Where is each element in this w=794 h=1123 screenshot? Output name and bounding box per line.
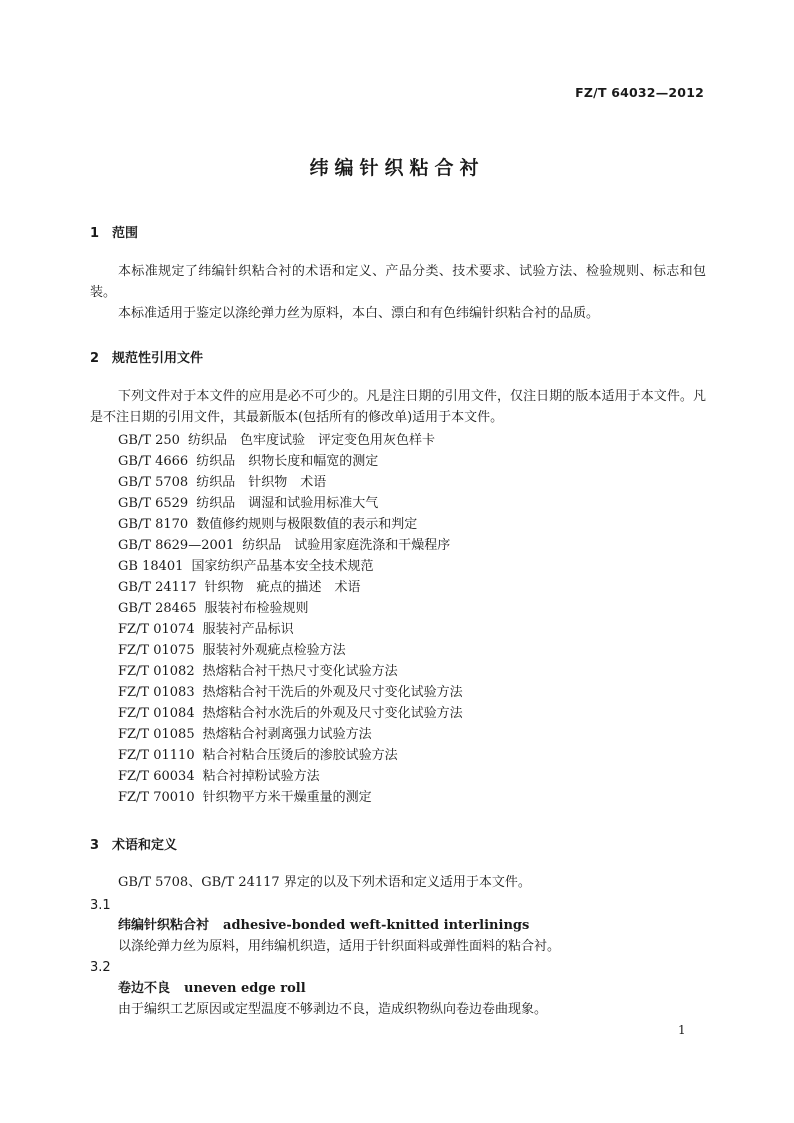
term-name [118, 915, 529, 936]
reference-code: GB/T 8170 [118, 517, 189, 532]
section-2-heading [90, 347, 203, 366]
term-name-en: adhesive-bonded weft-knitted interlinings [223, 918, 530, 933]
reference-code: FZ/T 01085 [118, 727, 195, 742]
reference-code: GB/T 24117 [118, 580, 197, 595]
reference-item [118, 661, 398, 682]
reference-title: 粘合衬粘合压烫后的渗胶试验方法 [202, 748, 398, 763]
reference-code: GB/T 5708 [118, 475, 189, 490]
document-title: 纬编针织粘合衬 [309, 157, 485, 179]
reference-code: GB/T 250 [118, 433, 180, 448]
reference-item [118, 451, 378, 472]
reference-title: 粘合衬掉粉试验方法 [202, 769, 320, 784]
term-name-zh: 卷边不良 [118, 981, 171, 996]
reference-item [118, 724, 372, 745]
reference-title: 纺织品 调湿和试验用标准大气 [196, 496, 379, 511]
reference-item [118, 430, 435, 451]
reference-item [118, 619, 294, 640]
section-3-heading [90, 834, 177, 853]
term-name-zh: 纬编针织粘合衬 [118, 918, 210, 933]
reference-code: FZ/T 01075 [118, 643, 195, 658]
reference-title: 国家纺织产品基本安全技术规范 [191, 559, 374, 574]
reference-item [118, 493, 378, 514]
term-definition: 由于编织工艺原因或定型温度不够剥边不良，造成织物纵向卷边卷曲现象。 [118, 1002, 548, 1017]
section-1-paragraph-2: 本标准适用于鉴定以涤纶弹力丝为原料，本白、漂白和有色纬编针织粘合衬的品质。 [118, 306, 600, 321]
term-definition: 以涤纶弹力丝为原料，用纬编机织造，适用于针织面料或弹性面料的粘合衬。 [118, 939, 561, 954]
reference-item [118, 598, 309, 619]
reference-item [118, 514, 417, 535]
section-title: 范围 [112, 226, 139, 241]
section-number: 3 [90, 838, 100, 853]
term-number: 3.1 [90, 898, 111, 913]
reference-code: GB/T 4666 [118, 454, 189, 469]
reference-code: FZ/T 70010 [118, 790, 195, 805]
reference-item [118, 556, 373, 577]
term-number: 3.2 [90, 960, 111, 975]
section-2-intro: 下列文件对于本文件的应用是必不可少的。凡是注日期的引用文件，仅注日期的版本适用于本文件。凡是不注日期的引用文件，其最新版本(包括所有的修改单)适用于本文件。 [90, 389, 706, 425]
reference-item [118, 703, 463, 724]
section-1-heading [90, 222, 138, 241]
reference-title: 数值修约规则与极限数值的表示和判定 [196, 517, 418, 532]
section-1-paragraph-1: 本标准规定了纬编针织粘合衬的术语和定义、产品分类、技术要求、试验方法、检验规则、标志和包装。 [90, 264, 706, 300]
reference-title: 纺织品 针织物 术语 [196, 475, 327, 490]
reference-item [118, 787, 372, 808]
reference-code: GB/T 8629—2001 [118, 538, 235, 553]
reference-title: 针织物平方米干燥重量的测定 [202, 790, 372, 805]
reference-title: 纺织品 试验用家庭洗涤和干燥程序 [242, 538, 451, 553]
section-number: 2 [90, 351, 100, 366]
reference-code: FZ/T 01074 [118, 622, 195, 637]
term-name [118, 978, 306, 999]
reference-item [118, 766, 320, 787]
section-title: 术语和定义 [112, 838, 178, 853]
reference-code: FZ/T 01110 [118, 748, 195, 763]
reference-code: GB/T 28465 [118, 601, 197, 616]
reference-title: 热熔粘合衬剥离强力试验方法 [202, 727, 372, 742]
standard-code: FZ/T 64032—2012 [575, 85, 704, 100]
reference-title: 针织物 疵点的描述 术语 [204, 580, 361, 595]
page-number: 1 [678, 1023, 686, 1037]
reference-code: FZ/T 60034 [118, 769, 195, 784]
reference-title: 服装衬外观疵点检验方法 [202, 643, 346, 658]
reference-title: 热熔粘合衬干洗后的外观及尺寸变化试验方法 [202, 685, 463, 700]
reference-item [118, 535, 450, 556]
reference-title: 纺织品 织物长度和幅宽的测定 [196, 454, 379, 469]
reference-code: FZ/T 01082 [118, 664, 195, 679]
section-number: 1 [90, 226, 100, 241]
reference-item [118, 745, 398, 766]
reference-item [118, 640, 346, 661]
reference-title: 服装衬布检验规则 [204, 601, 309, 616]
term-name-en: uneven edge roll [184, 981, 306, 996]
reference-title: 纺织品 色牢度试验 评定变色用灰色样卡 [187, 433, 435, 448]
section-title: 规范性引用文件 [112, 351, 204, 366]
reference-code: GB 18401 [118, 559, 184, 574]
reference-code: FZ/T 01083 [118, 685, 195, 700]
reference-title: 服装衬产品标识 [202, 622, 294, 637]
reference-title: 热熔粘合衬水洗后的外观及尺寸变化试验方法 [202, 706, 463, 721]
reference-code: GB/T 6529 [118, 496, 189, 511]
reference-item [118, 682, 463, 703]
reference-item [118, 472, 326, 493]
section-3-intro: GB/T 5708、GB/T 24117 界定的以及下列术语和定义适用于本文件。 [118, 875, 531, 890]
reference-item [118, 577, 361, 598]
reference-code: FZ/T 01084 [118, 706, 195, 721]
reference-title: 热熔粘合衬干热尺寸变化试验方法 [202, 664, 398, 679]
